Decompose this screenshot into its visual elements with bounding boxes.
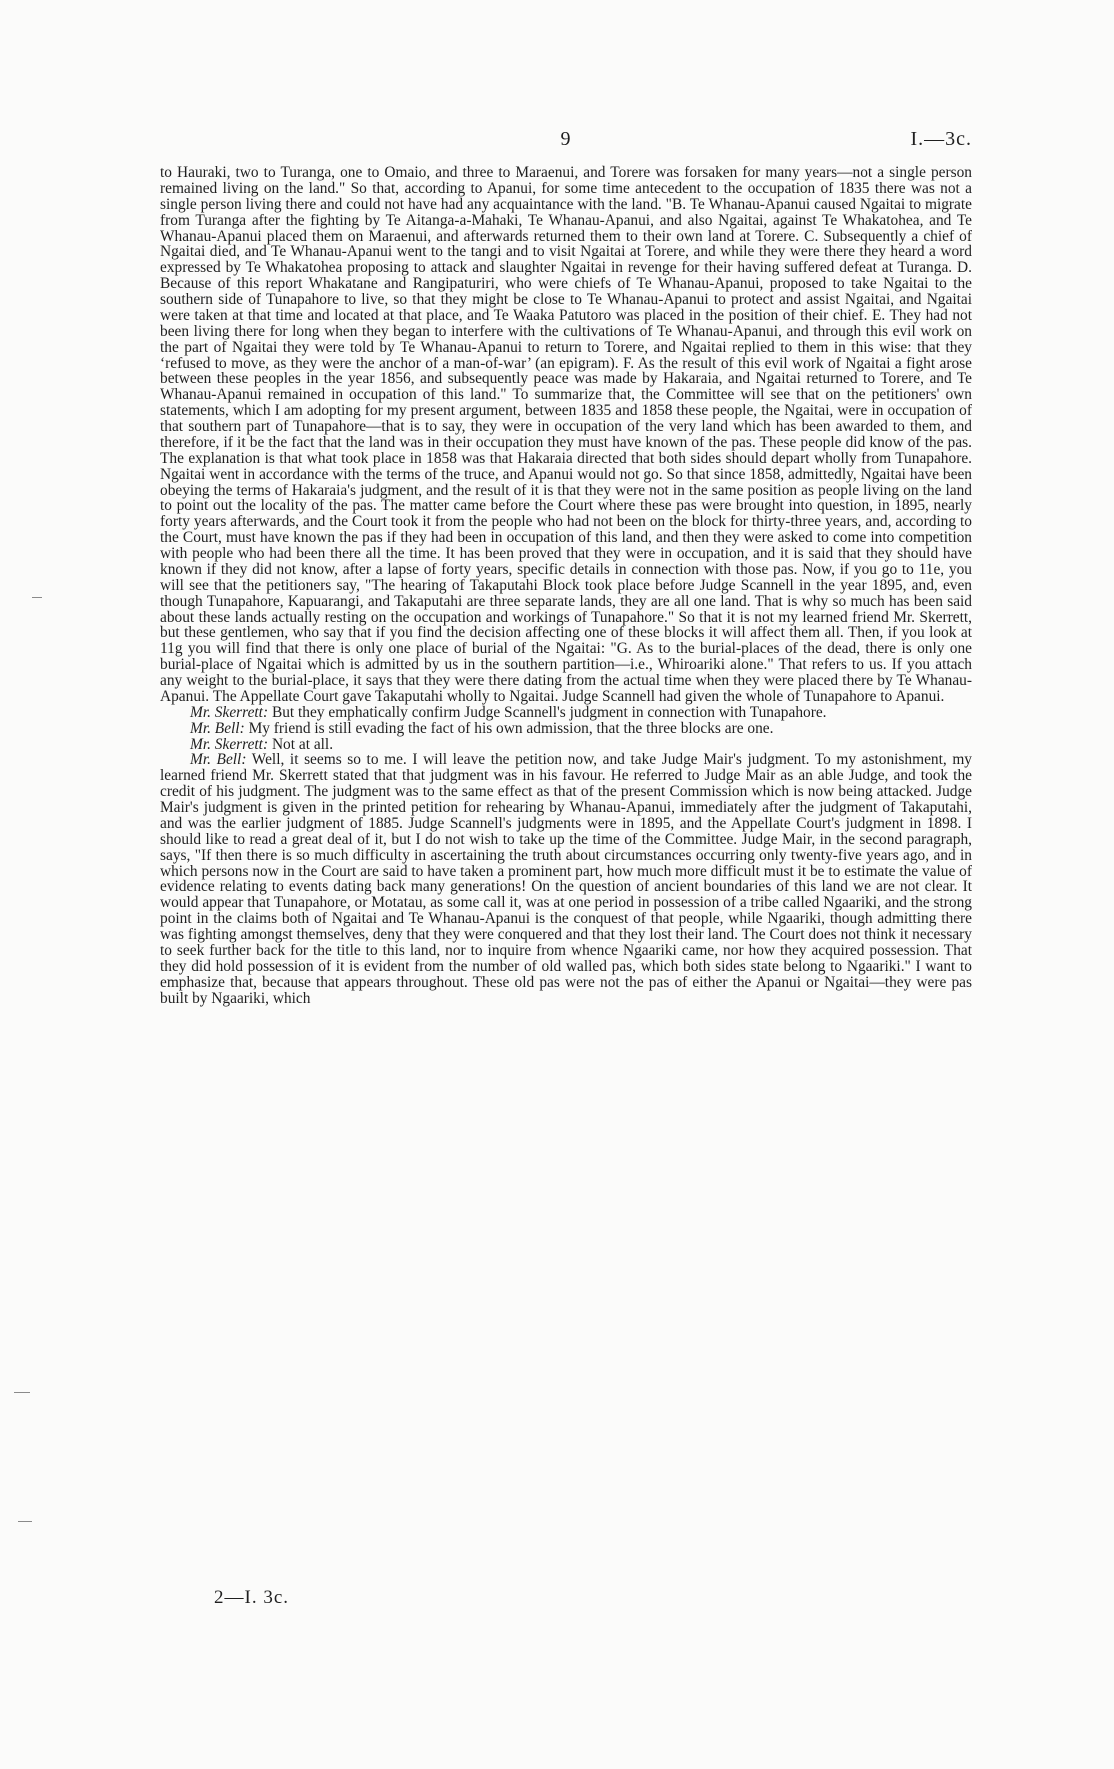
paragraph-bell-2 <box>160 752 972 1006</box>
speaker-name: Mr. Bell: <box>190 751 247 769</box>
signature-mark: 2—I. 3c. <box>214 1587 290 1608</box>
body-text <box>160 165 972 1006</box>
margin-mark <box>14 1392 30 1393</box>
page-header <box>160 128 972 152</box>
paragraph-petition-summary <box>160 165 972 705</box>
speaker-name: Mr. Skerrett: <box>190 735 269 753</box>
margin-mark <box>32 597 42 598</box>
paragraph-text: My friend is still evading the fact of his own admission, that the three blocks are one. <box>248 719 774 737</box>
page-number: 9 <box>560 128 572 150</box>
paragraph-skerrett-1 <box>160 705 972 721</box>
paragraph-text: But they emphatically confirm Judge Scannell's judgment in connection with Tunapahore. <box>271 703 827 721</box>
paragraph-text: Not at all. <box>271 735 334 753</box>
paragraph-text: to Hauraki, two to Turanga, one to Omaio, and three to Maraenui, and Torere was forsaken for many years—not a single person remained living on the land." So that, according to Apanui, for some time antecedent to the occupation of 1835 there was not a single person living there and could not have had any acquaintance with the land. "B. Te Whanau-Apanui caused Ngaitai to migrate from Turanga after the fighting by Te Aitanga-a-Mahaki, Te Whanau-Apanui, and also Ngaitai, against Te Whakatohea, and Te Whanau-Apanui placed them on Maraenui, and afterwards returned them to their own land at Torere. C. Subsequently a chief of Ngaitai died, and Te Whanau-Apanui went to the tangi and to visit Ngaitai at Torere, and while they were there they heard a word expressed by Te Whakatohea proposing to attack and slaughter Ngaitai in revenge for their having suffered defeat at Turanga. D. Because of this report Whakatane and Rangipaturiri, who were chiefs of Te Whanau-Apanui, proposed to take Ngaitai to the southern side of Tunapahore to live, so that they might be close to Te Whanau-Apanui to protect and assist Ngaitai, and Ngaitai were taken at that time and located at that place, and Te Waaka Patutoro was placed in the position of their chief. E. They had not been living there for long when they began to interfere with the cultivations of Te Whanau-Apanui, and through this evil work on the part of Ngaitai they were told by Te Whanau-Apanui to return to Torere, and Ngaitai replied to them in this wise: that they ‘refused to move, as they were the anchor of a man-of-war’ (an epigram). F. As the result of this evil work of Ngaitai a fight arose between these peoples in the year 1856, and subsequently peace was made by Hakaraia, and Ngaitai returned to Torere, and Te Whanau-Apanui remained in occupation of this land." To summarize that, the Committee will see that on the petitioners' own statements, which I am adopting for my present argument, between 1835 and 1858 these people, the Ngaitai, were in occupation of that southern part of Tunapahore—that is to say, they were in occupation of the very land which has been awarded to them, and therefore, if it be the fact that the land was in their occupation they must have known of the pas. These people did know of the pas. The explanation is that what took place in 1858 was that Hakaraia directed that both sides should depart wholly from Tunapahore. Ngaitai went in accordance with the terms of the truce, and Apanui would not go. So that since 1858, admittedly, Ngaitai have been obeying the terms of Hakaraia's judgment, and the result of it is that they were not in the same position as people living on the land to point out the locality of the pas. The matter came before the Court where these pas were brought into question, in 1895, nearly forty years afterwards, and the Court took it from the people who had not been on the block for thirty-three years, and, according to the Court, must have known the pas if they had been in occupation of this land, and then they were asked to come into competition with people who had been there all the time. It has been proved that they were in occupation, and it is said that they should have known if they did not know, after a lapse of forty years, specific details in connection with those pas. Now, if you go to 11e, you will see that the petitioners say, "The hearing of Takaputahi Block took place before Judge Scannell in the year 1895, and, even though Tunapahore, Kapuarangi, and Takaputahi are three separate lands, they are all one land. That is why so much has been said about these lands actually resting on the occupation and workings of Tunapahore." So that it is not my learned friend Mr. Skerrett, but these gentlemen, who say that if you find the decision affecting one of these blocks it will affect them all. Then, if you look at 11g you will find that there is only one place of burial of the Ngaitai: "G. As to the burial-places of the dead, there is only one burial-place of Ngaitai which is admitted by us in the southern partition—i.e., Whiroariki alone." That refers to us. If you attach any weight to the burial-place, it says that they were there dating from the actual time when they were placed there by Te Whanau-Apanui. The Appellate Court gave Takaputahi wholly to Ngaitai. Judge Scannell had given the whole of Tunapahore to Apanui. <box>160 164 972 705</box>
paragraph-bell-1 <box>160 721 972 737</box>
speaker-name: Mr. Bell: <box>190 719 245 737</box>
speaker-name: Mr. Skerrett: <box>190 703 269 721</box>
paragraph-skerrett-2 <box>160 737 972 753</box>
document-reference: I.—3c. <box>910 128 972 150</box>
paragraph-text: Well, it seems so to me. I will leave the petition now, and take Judge Mair's judgment. To my astonishment, my learned friend Mr. Skerrett stated that that judgment was in his favour. He referred to Judge Mair as an able Judge, and took the credit of his judgment. The judgment was to the same effect as that of the present Commission which is now being attacked. Judge Mair's judgment is given in the printed petition for rehearing by Whanau-Apanui, immediately after the judgment of Takaputahi, and was the earlier judgment of 1885. Judge Scannell's judgments were in 1895, and the Appellate Court's judgment in 1898. I should like to read a great deal of it, but I do not wish to take up the time of the Committee. Judge Mair, in the second paragraph, says, "If then there is so much difficulty in ascertaining the truth about circumstances occurring only twenty-five years ago, and in which persons now in the Court are said to have taken a prominent part, how much more difficult must it be to estimate the value of evidence relating to events dating back many generations! On the question of ancient boundaries of this land we are not clear. It would appear that Tunapahore, or Motatau, as some call it, was at one period in possession of a tribe called Ngaariki, and the strong point in the claims both of Ngaitai and Te Whanau-Apanui is the conquest of that people, while Ngaariki, though admitting there was fighting amongst themselves, deny that they were conquered and that they lost their land. The Court does not think it necessary to seek further back for the title to this land, nor to inquire from whence Ngaariki came, nor how they acquired possession. That they did hold possession of it is evident from the number of old walled pas, which both sides state belong to Ngaariki." I want to emphasize that, because that appears throughout. These old pas were not the pas of either the Apanui or Ngaitai—they were pas built by Ngaariki, which <box>160 751 972 1007</box>
margin-mark <box>18 1521 32 1522</box>
